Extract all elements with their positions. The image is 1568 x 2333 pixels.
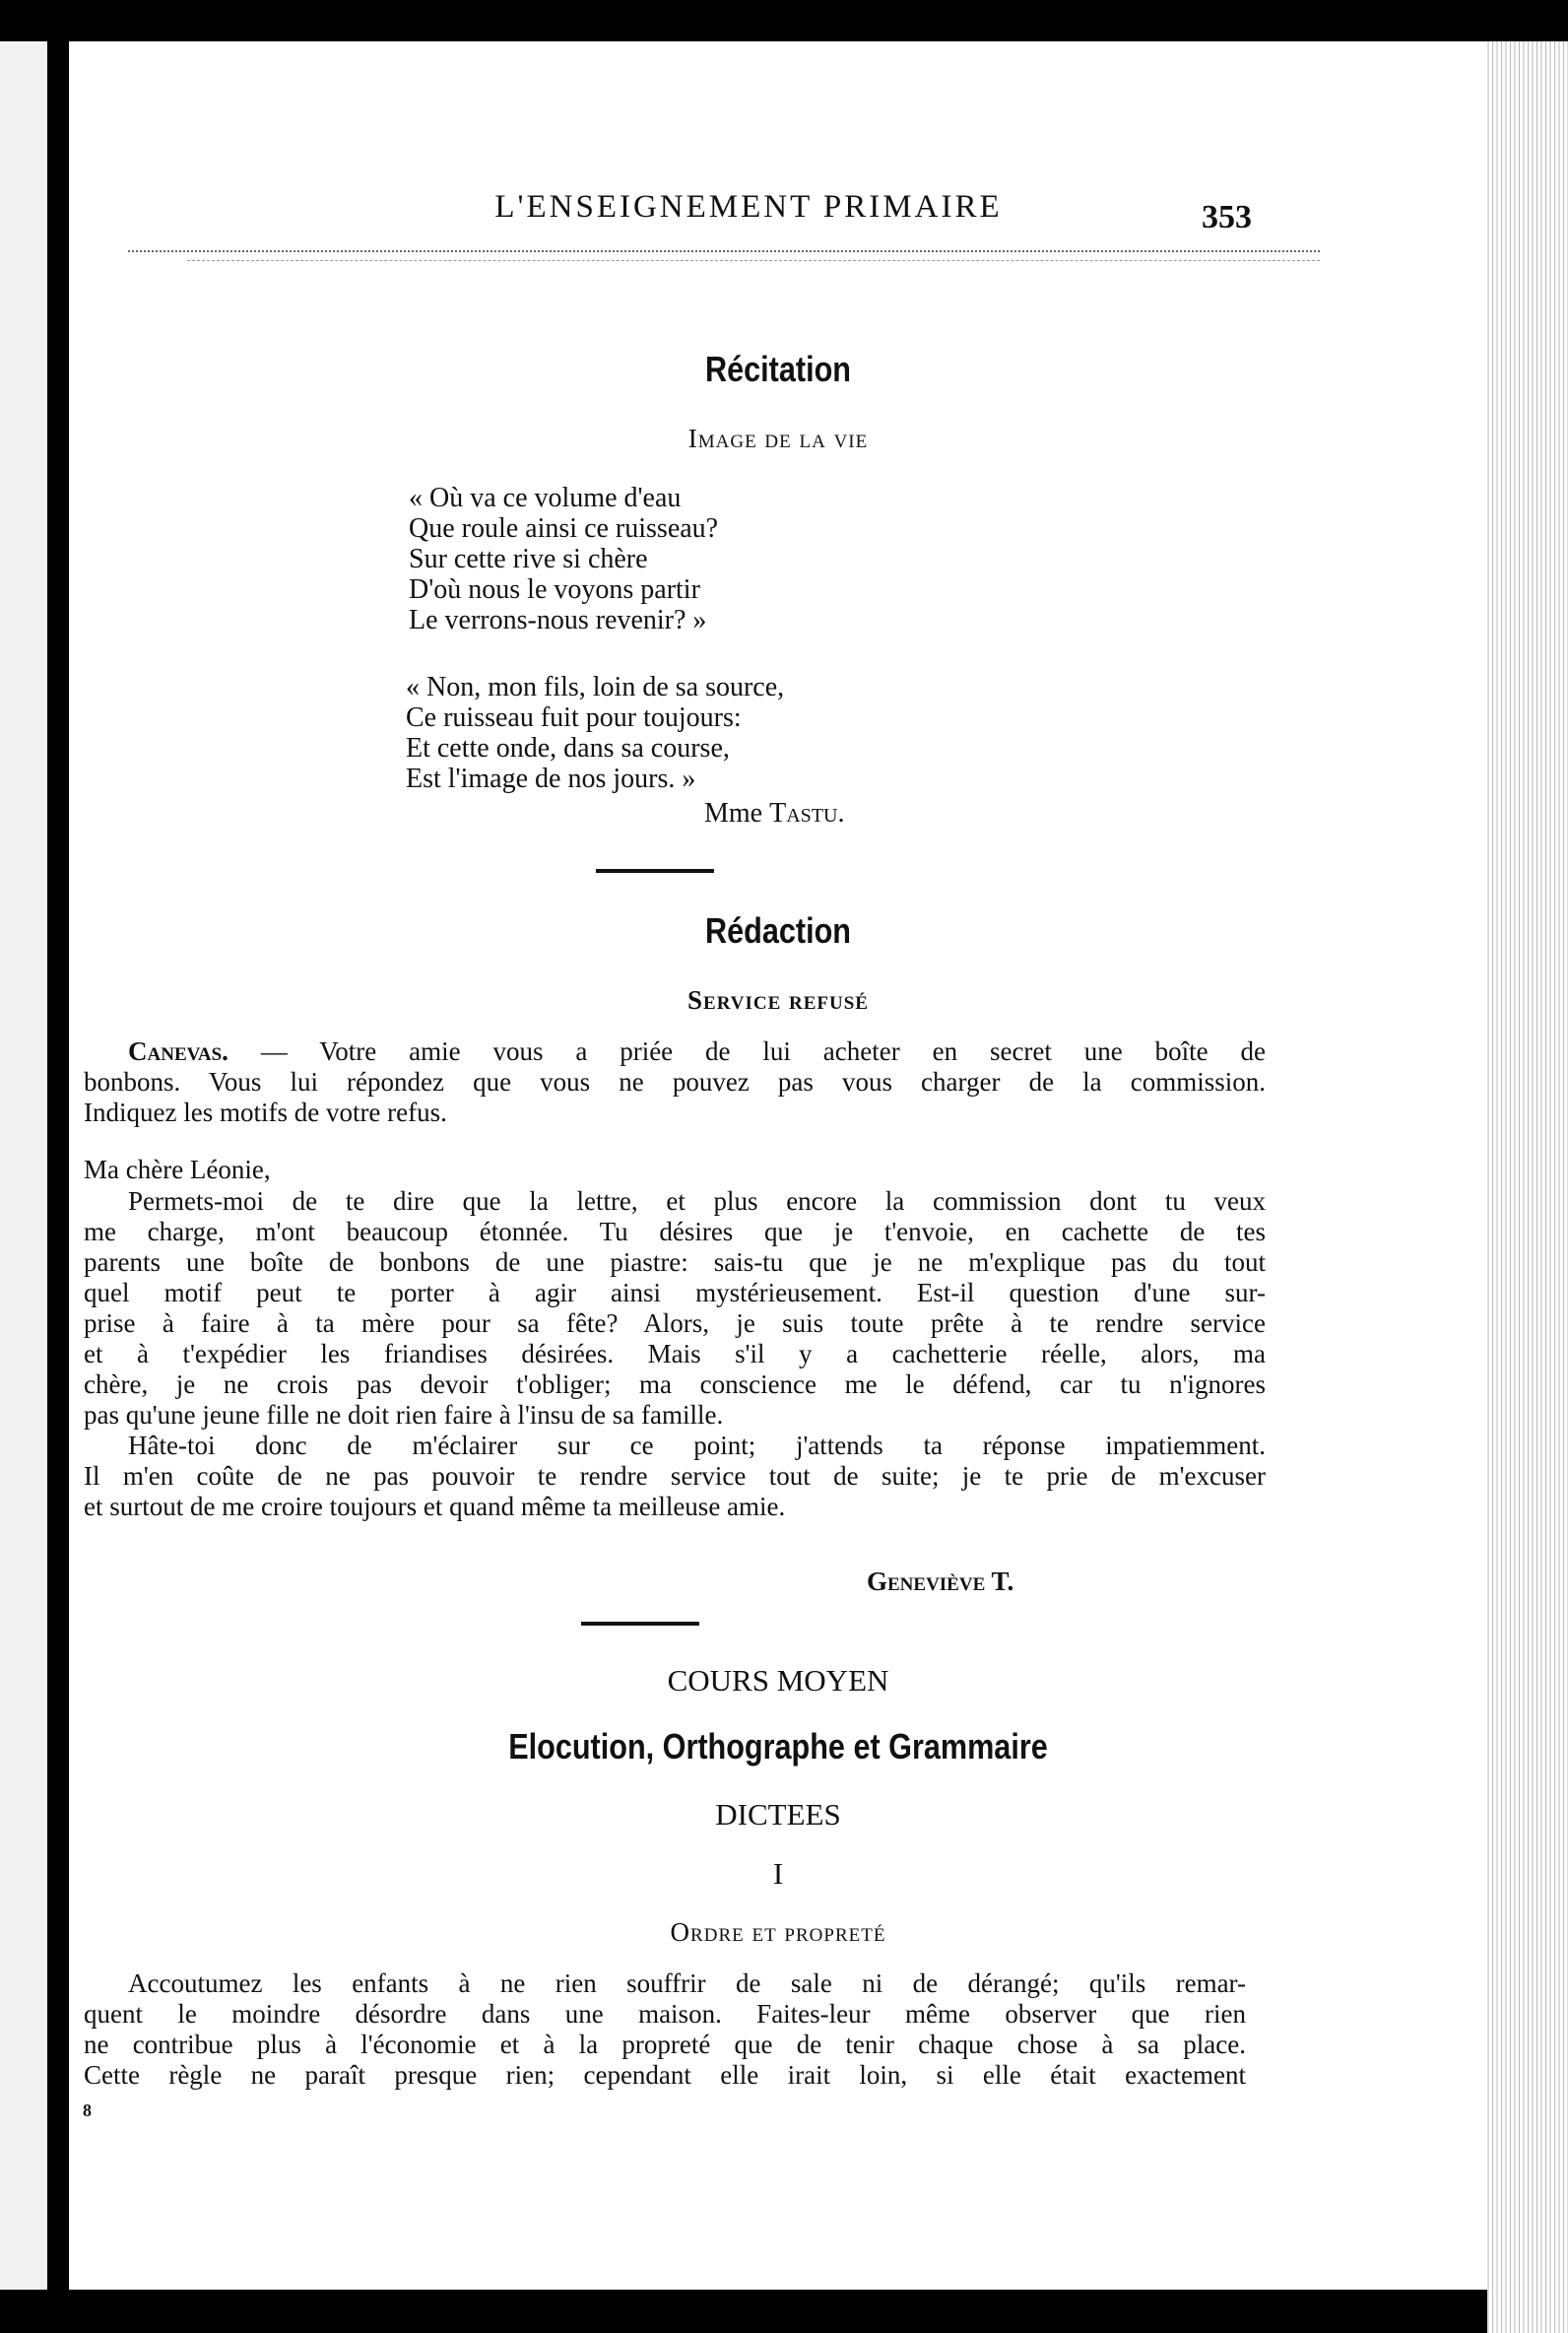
letter-line: Permets-moi de te dire que la lettre, et plus encore la commission dont tu veux [128, 1186, 1266, 1216]
canevas-paragraph [84, 1036, 1266, 1128]
header-rule [128, 250, 1320, 252]
scan-top-border [0, 0, 1568, 41]
letter-line: et à t'expédier les friandises désirées. Mais s'il y a cachetterie réelle, alors, ma [84, 1339, 1266, 1368]
poem-line: Le verrons-nous revenir? » [409, 605, 707, 635]
poem-line: Que roule ainsi ce ruisseau? [409, 513, 719, 544]
dictee-line: quent le moindre désordre dans une maison. Faites-leur même observer que rien [84, 1999, 1246, 2029]
letter-line: Il m'en coûte de ne pas pouvoir te rendre service tout de suite; je te prie de m'excuser [84, 1461, 1266, 1491]
scan-bottom-border [0, 2290, 1487, 2333]
page-number: 353 [1202, 199, 1252, 235]
cours-heading: Elocution, Orthographe et Grammaire [508, 1726, 1048, 1766]
redaction-subtitle: Service refusé [687, 985, 869, 1015]
letter-line: parents une boîte de bonbons de une piastre: sais-tu que je ne m'explique pas du tout [84, 1247, 1266, 1277]
signature-mark: 8 [83, 2100, 92, 2120]
header-rule-secondary [187, 260, 1320, 261]
canevas-label: Canevas. [128, 1036, 229, 1066]
letter-greeting: Ma chère Léonie, [84, 1155, 271, 1184]
poem-line: Est l'image de nos jours. » [406, 764, 696, 794]
letter-line: me charge, m'ont beaucoup étonnée. Tu désires que je t'envoie, en cachette de tes [84, 1217, 1266, 1246]
scan-left-page-edge [0, 41, 69, 2333]
canevas-line: Indiquez les motifs de votre refus. [84, 1098, 447, 1127]
letter-body [84, 1186, 1266, 1522]
running-header: L'ENSEIGNEMENT PRIMAIRE [494, 189, 1003, 225]
letter-line: et surtout de me croire toujours et quand même ta meilleuse amie. [84, 1492, 786, 1521]
poem-stanza-1 [409, 483, 718, 635]
poem-line: « Où va ce volume d'eau [409, 483, 682, 513]
letter-signature: Geneviève T. [867, 1566, 1014, 1596]
recitation-heading: Récitation [705, 349, 851, 389]
section-title: COURS MOYEN [667, 1663, 889, 1698]
author-prefix: Mme [704, 798, 763, 829]
dictee-numeral: I [772, 1856, 784, 1891]
letter-line: Hâte-toi donc de m'éclairer sur ce point; j'attends ta réponse impatiemment. [128, 1431, 1266, 1460]
dictee-line: Accoutumez les enfants à ne rien souffrir de sale ni de dérangé; qu'ils remar- [128, 1968, 1246, 1998]
poem-line: Et cette onde, dans sa course, [406, 733, 730, 764]
redaction-heading: Rédaction [705, 910, 851, 951]
book-page [69, 41, 1487, 2290]
dictee-title: Ordre et propreté [670, 1917, 886, 1947]
section-separator [581, 1622, 699, 1626]
letter-line: pas qu'une jeune fille ne doit rien faire à l'insu de sa famille. [84, 1400, 724, 1430]
poem-line: D'où nous le voyons partir [409, 574, 700, 605]
poem-line: Sur cette rive si chère [409, 544, 648, 574]
dictee-line: ne contribue plus à l'économie et à la propreté que de tenir chaque chose à sa place. [84, 2030, 1246, 2059]
dictee-line: Cette règle ne paraît presque rien; cependant elle irait loin, si elle était exactement [84, 2060, 1246, 2090]
canevas-line: bonbons. Vous lui répondez que vous ne pouvez pas vous charger de la commission. [84, 1067, 1266, 1097]
letter-line: chère, je ne crois pas devoir t'obliger; ma conscience me le défend, car tu n'ignores [84, 1369, 1266, 1399]
section-separator [596, 869, 714, 873]
letter-line: quel motif peut te porter à agir ainsi mystérieusement. Est-il question d'une sur- [84, 1278, 1266, 1307]
scan-right-page-edges [1487, 41, 1568, 2333]
canevas-line: — Votre amie vous a priée de lui acheter en secret une boîte de [260, 1036, 1267, 1066]
poem-line: Ce ruisseau fuit pour toujours: [406, 702, 742, 733]
dictees-subheading: DICTEES [715, 1797, 841, 1832]
recitation-subtitle: Image de la vie [687, 424, 869, 453]
dictee-paragraph [84, 1968, 1246, 2091]
poem-stanza-2 [406, 672, 784, 794]
author-name: Tastu. [769, 798, 845, 829]
letter-line: prise à faire à ta mère pour sa fête? Alors, je suis toute prête à te rendre service [84, 1308, 1266, 1338]
poem-line: « Non, mon fils, loin de sa source, [406, 672, 785, 702]
poem-author [704, 798, 844, 830]
